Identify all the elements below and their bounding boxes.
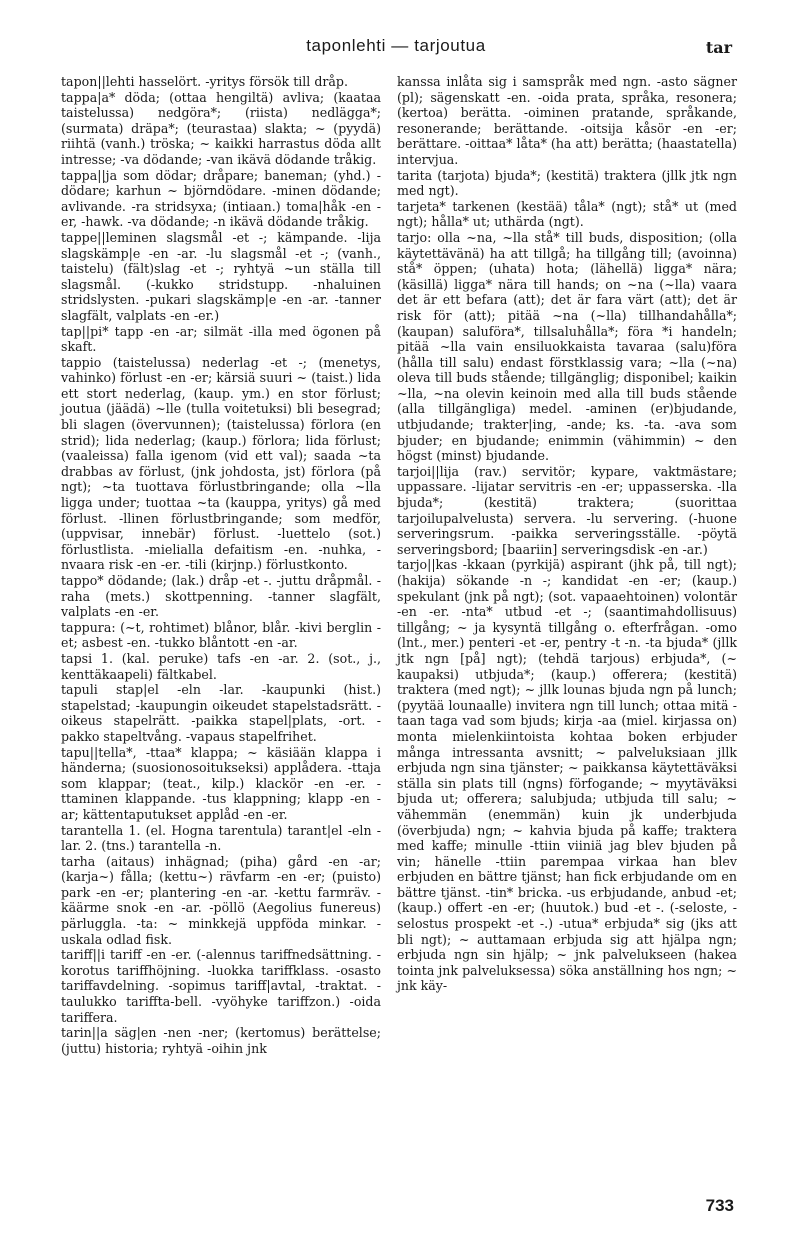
- guide-word: tar: [705, 38, 732, 57]
- dictionary-entry: tarita (tarjota) bjuda*; (kestitä) traktera (jllk jtk ngn med ngt).: [397, 167, 737, 199]
- dictionary-entry: tapu||tella*, -ttaa* klappa; ~ käsiään klappa i händerna; (suosionosoitukseksi) applådera. -ttaja som klappar; (teat., kilp.) klackör -en -er. -ttaminen klappande. -tus klappning; klapp -en -ar; kättentaputukset applåd -en -er.: [61, 744, 381, 822]
- left-column: [61, 74, 381, 1056]
- dictionary-entry: kanssa inlåta sig i samspråk med ngn. -asto sägner (pl); sägenskatt -en. -oida prata, språka, resonera; (kertoa) berätta. -oiminen pratande, språkande, resonerande; berättande. -oitsija kåsör -en -er; berättare. -oittaa* låta* (ha att) berätta; (haastatella) intervjua.: [397, 74, 737, 167]
- dictionary-entry: tarjo: olla ~na, ~lla stå* till buds, disposition; (olla käytettävänä) ha att tillgå; ha tillgång till; (avoinna) stå* öppen; (uhata) hota; (lähellä) ligga* nära; (käsillä) ligga* nära till hands; on ~na (~lla) vaara det är ett befara (att); det är fara värt (att); det är risk för (att); pitää ~na (~lla) tillhandahålla*; (kaupan) saluföra*, tillsaluhålla*; föra *i handeln; pitää ~lla vain ensiluokkaista tavaraa (salu)föra (hålla till salu) endast förstklassig vara; ~lla (~na) oleva till buds stående; tillgänglig; disponibel; kaikin ~lla, ~na olevin keinoin med alla till buds stående (alla tillgängliga) medel. -aminen (er)bjudande, utbjudande; trakter|ing, -ande; ks. -ta. -ava som bjuder; en bjudande; enimmin (vähimmin) ~ den högst (minst) bjudande.: [397, 229, 737, 464]
- dictionary-entry: tap||pi* tapp -en -ar; silmät -illa med ögonen på skaft.: [61, 323, 381, 355]
- dictionary-entry: tarjo||kas -kkaan (pyrkijä) aspirant (jhk på, till ngt); (hakija) sökande -n -; kandidat -en -er; (kaup.) spekulant (jnk på ngt); (sot. vapaaehtoinen) volontär -en -er. -nta* utbud -et -; (saantimahdollisuus) tillgång; ~ ja kysyntä tillgång o. efterfrågan. -omo (lnt., mer.) penteri -et -er, pentry -t -n. -ta bjuda* (jllk jtk ngn [på] ngt); (tehdä tarjous) erbjuda*, (~ kaupaksi) utbjuda*; (kaup.) offerera; (kestitä) traktera (med ngt); ~ jllk lounas bjuda ngn på lunch; (pyytää lounaalle) invitera ngn till lunch; ottaa mitä -taan taga vad som bjuds; kirja -aa (miel. kirjassa on) monta mielenkiintoista kohtaa boken erbjuder många intressanta avsnitt; ~ palveluksiaan jllk erbjuda ngn sina tjänster; ~ paikkansa käytettäväksi ställa sin plats till (ngns) förfogande; ~ myytäväksi bjuda ut; offerera; salubjuda; utbjuda till salu; ~ vähemmän (enemmän) kuin jk underbjuda (överbjuda) ngn; ~ kahvia bjuda på kaffe; traktera med kaffe; minulle -ttiin viiniä jag blev bjuden på vin; hänelle -ttiin parempaa virkaa han blev erbjuden en bättre tjänst; han fick erbjudande om en bättre tjänst. -tin* bricka. -us erbjudande, anbud -et; (kaup.) offert -en -er; (huutok.) bud -et -. (-seloste, -selostus prospekt -et -.) -utua* erbjuda* sig (jks att bli ngt); ~ auttamaan erbjuda sig att hjälpa ngn; erbjuda ngn sin hjälp; ~ jnk palvelukseen (hakea tointa jnk palveluksessa) söka anställning hos ngn; ~ jnk käy-: [397, 557, 737, 994]
- dictionary-entry: tappura: (~t, rohtimet) blånor, blår. -kivi berglin -et; asbest -en. -tukko blåntott -en -ar.: [61, 619, 381, 651]
- running-head: taponlehti — tarjoutua: [306, 36, 486, 55]
- dictionary-entry: tappio (taistelussa) nederlag -et -; (menetys, vahinko) förlust -en -er; kärsiä suuri ~ (taist.) lida ett stort nederlag, (kaup. ym.) en stor förlust; joutua (jäädä) ~lle (tulla voitetuksi) bli besegrad; bli slagen (övervunnen); (taistelussa) förlora (en strid); lida nederlag; (kaup.) förlora; lida förlust; (vaaleissa) falla igenom (vid ett val); saada ~ta drabbas av förlust, (jnk johdosta, jst) förlora (på ngt); ~ta tuottava förlustbringande; olla ~lla ligga under; tuottaa ~ta (kauppa, yritys) gå med förlust. -llinen förlustbringande; som medför, (uppvisar, innebär) förlust. -luettelo (sot.) förlustlista. -mielialla defaitism -en. -nuhka, -nvaara risk -en -er. -tili (kirjnp.) förlustkonto.: [61, 354, 381, 573]
- page-header: [60, 30, 732, 60]
- dictionary-entry: tappa||ja som dödar; dråpare; baneman; (yhd.) -dödare; karhun ~ björndödare. -minen dödande; avlivande. -ra stridsyxa; (intiaan.) toma|håk -en -er, -hawk. -va dödande; -n ikävä dödande tråkig.: [61, 167, 381, 230]
- dictionary-entry: tapuli stap|el -eln -lar. -kaupunki (hist.) stapelstad; -kaupungin oikeudet stapelstadsrätt. -oikeus stapelrätt. -paikka stapel|plats, -ort. -pakko stapeltvång. -vapaus stapelfrihet.: [61, 682, 381, 744]
- right-column: [397, 74, 737, 994]
- dictionary-entry: tappa|a* döda; (ottaa hengiltä) avliva; (kaataa taistelussa) nedgöra*; (riista) nedlägga*; (surmata) dräpa*; (teurastaa) slakta; ~ (pyydä) riihtä (vanh.) tröska; ~ kaikki harrastus döda allt intresse; -va dödande; -van ikävä dödande tråkig.: [61, 89, 381, 167]
- dictionary-entry: tarantella 1. (el. Hogna tarentula) tarant|el -eln -lar. 2. (tns.) tarantella -n.: [61, 822, 381, 854]
- dictionary-entry: tariff||i tariff -en -er. (-alennus tariffnedsättning. -korotus tariffhöjning. -luokka tariffklass. -osasto tariffavdelning. -sopimus tariff|avtal, -traktat. -taulukko tariffta-bell. -vyöhyke tariffzon.) -oida tariffera.: [61, 947, 381, 1025]
- page-number: 733: [705, 1196, 734, 1215]
- dictionary-entry: tappo* dödande; (lak.) dråp -et -. -juttu dråpmål. -raha (mets.) skottpenning. -tanner slagfält, valplats -en -er.: [61, 573, 381, 620]
- dictionary-entry: tappe||leminen slagsmål -et -; kämpande. -lija slagskämp|e -en -ar. -lu slagsmål -et -; (vanh., taistelu) (fält)slag -et -; ryhtyä ~un ställa till slagsmål. (-kukko stridstupp. -nhaluinen stridslysten. -pukari slagskämp|e -en -ar. -tanner slagfält, valplats -en -er.): [61, 229, 381, 323]
- dictionary-entry: tarha (aitaus) inhägnad; (piha) gård -en -ar; (karja~) fålla; (kettu~) rävfarm -en -er; (puisto) park -en -er; plantering -en -ar. -kettu farmräv. -käärme snok -en -ar. -pöllö (Aegolius funereus) pärluggla. -ta: ~ minkkejä uppföda minkar. -uskala odlad fisk.: [61, 853, 381, 947]
- dictionary-entry: tarjeta* tarkenen (kestää) tåla* (ngt); stå* ut (med ngt); hålla* ut; uthärda (ngt).: [397, 198, 737, 230]
- dictionary-entry: tapon||lehti hasselört. -yritys försök till dråp.: [61, 74, 348, 89]
- dictionary-entry: tarjoi||lija (rav.) servitör; kypare, vaktmästare; uppassare. -lijatar servitris -en -er; uppasserska. -lla bjuda*; (kestitä) traktera; (suorittaa tarjoilupalvelusta) servera. -lu servering. (-huone serveringsrum. -paikka serveringsställe. -pöytä serveringsbord; [baariin] serveringsdisk -en -ar.): [397, 463, 737, 557]
- dictionary-entry: tapsi 1. (kal. peruke) tafs -en -ar. 2. (sot., j., kenttäkaapeli) fältkabel.: [61, 650, 381, 682]
- dictionary-entry: tarin||a säg|en -nen -ner; (kertomus) berättelse; (juttu) historia; ryhtyä -oihin jnk: [61, 1025, 381, 1056]
